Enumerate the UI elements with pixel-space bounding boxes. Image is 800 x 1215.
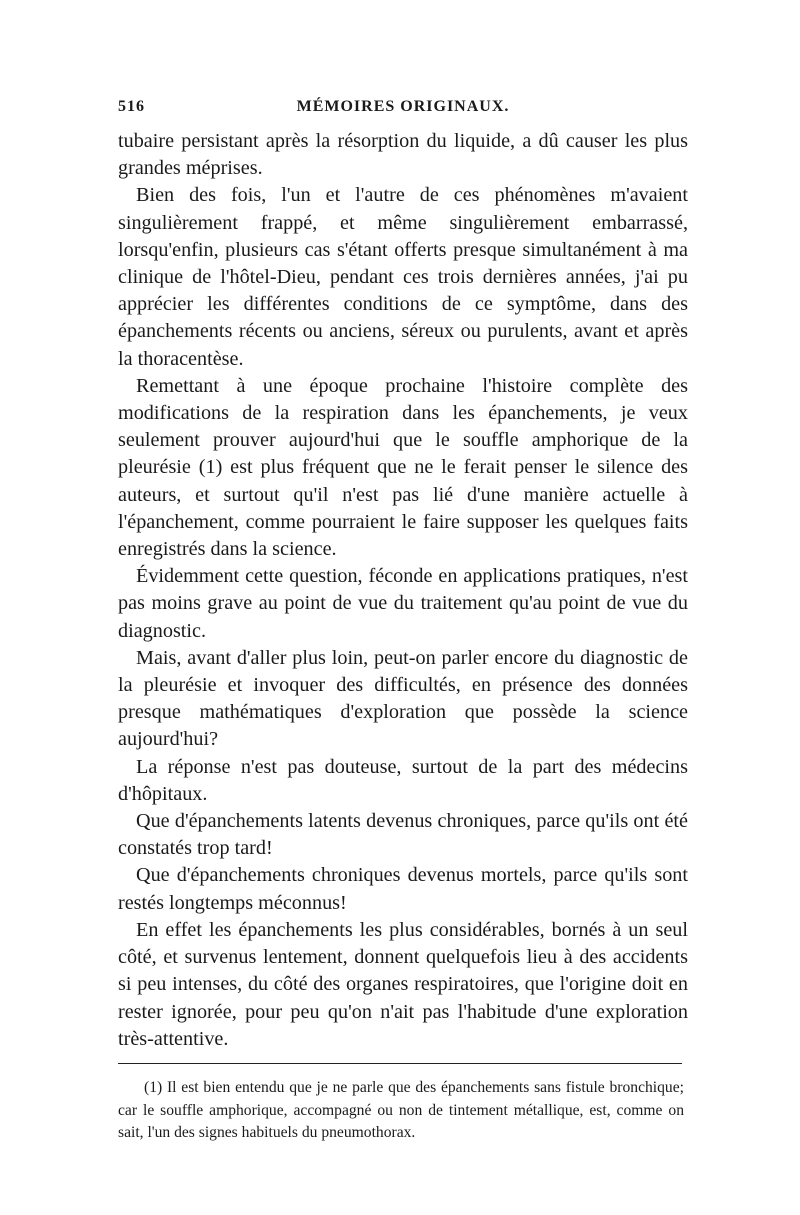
paragraph: Remettant à une époque prochaine l'histoire complète des modifications de la respiration dans les épanchements, je veux seulement prouver aujourd'hui que le souffle amphorique de la pleurésie (1) est plus fréquent que ne le ferait penser le silence des auteurs, et surtout qu'il n'est pas lié d'une manière actuelle à l'épanchement, comme pourraient le faire supposer les quelques faits enregistrés dans la science. [118,374,688,561]
paragraph: Bien des fois, l'un et l'autre de ces phénomènes m'avaient singulièrement frappé, et même singulièrement embarrassé, lorsqu'enfin, plusieurs cas s'étant offerts presque simultanément à ma clinique de l'hôtel-Dieu, pendant ces trois dernières années, j'ai pu apprécier les différentes conditions de ce symptôme, dans des épanchements récents ou anciens, séreux ou purulents, avant et après la thoracentèse. [118,184,688,370]
paragraph: En effet les épanchements les plus considérables, bornés à un seul côté, et survenus lentement, donnent quelquefois lieu à des accidents si peu intenses, du côté des organes respiratoires, que l'origine doit en rester ignorée, pour peu qu'on n'ait pas l'habitude d'une exploration très-attentive. [118,918,688,1050]
paragraph-continuation: tubaire persistant après la résorption du liquide, a dû causer les plus grandes méprises. [118,130,688,180]
running-title: MÉMOIRES ORIGINAUX. [296,98,510,115]
paragraph: Évidemment cette question, féconde en applications pratiques, n'est pas moins grave au point de vue du traitement qu'au point de vue du diagnostic. [118,565,688,642]
paragraph: La réponse n'est pas douteuse, surtout de la part des médecins d'hôpitaux. [118,755,688,805]
paragraph: Que d'épanchements latents devenus chroniques, parce qu'ils ont été constatés trop tard! [118,810,688,860]
footnote [118,1077,684,1145]
paragraph: Mais, avant d'aller plus loin, peut-on parler encore du diagnostic de la pleurésie et invoquer des difficultés, en présence des données presque mathématiques d'exploration que possède la science aujourd'hui? [118,646,688,751]
footnote-text: (1) Il est bien entendu que je ne parle que des épanchements sans fistule bronchique; car le souffle amphorique, accompagné ou non de tintement métallique, est, comme on sait, l'un des signes habituels du pneumothorax. [118,1079,684,1141]
body-text [118,128,688,1053]
page-header [118,98,688,122]
paragraph: Que d'épanchements chroniques devenus mortels, parce qu'ils sont restés longtemps méconnus! [118,864,688,914]
page-number: 516 [118,98,145,115]
footnote-divider [118,1063,682,1064]
